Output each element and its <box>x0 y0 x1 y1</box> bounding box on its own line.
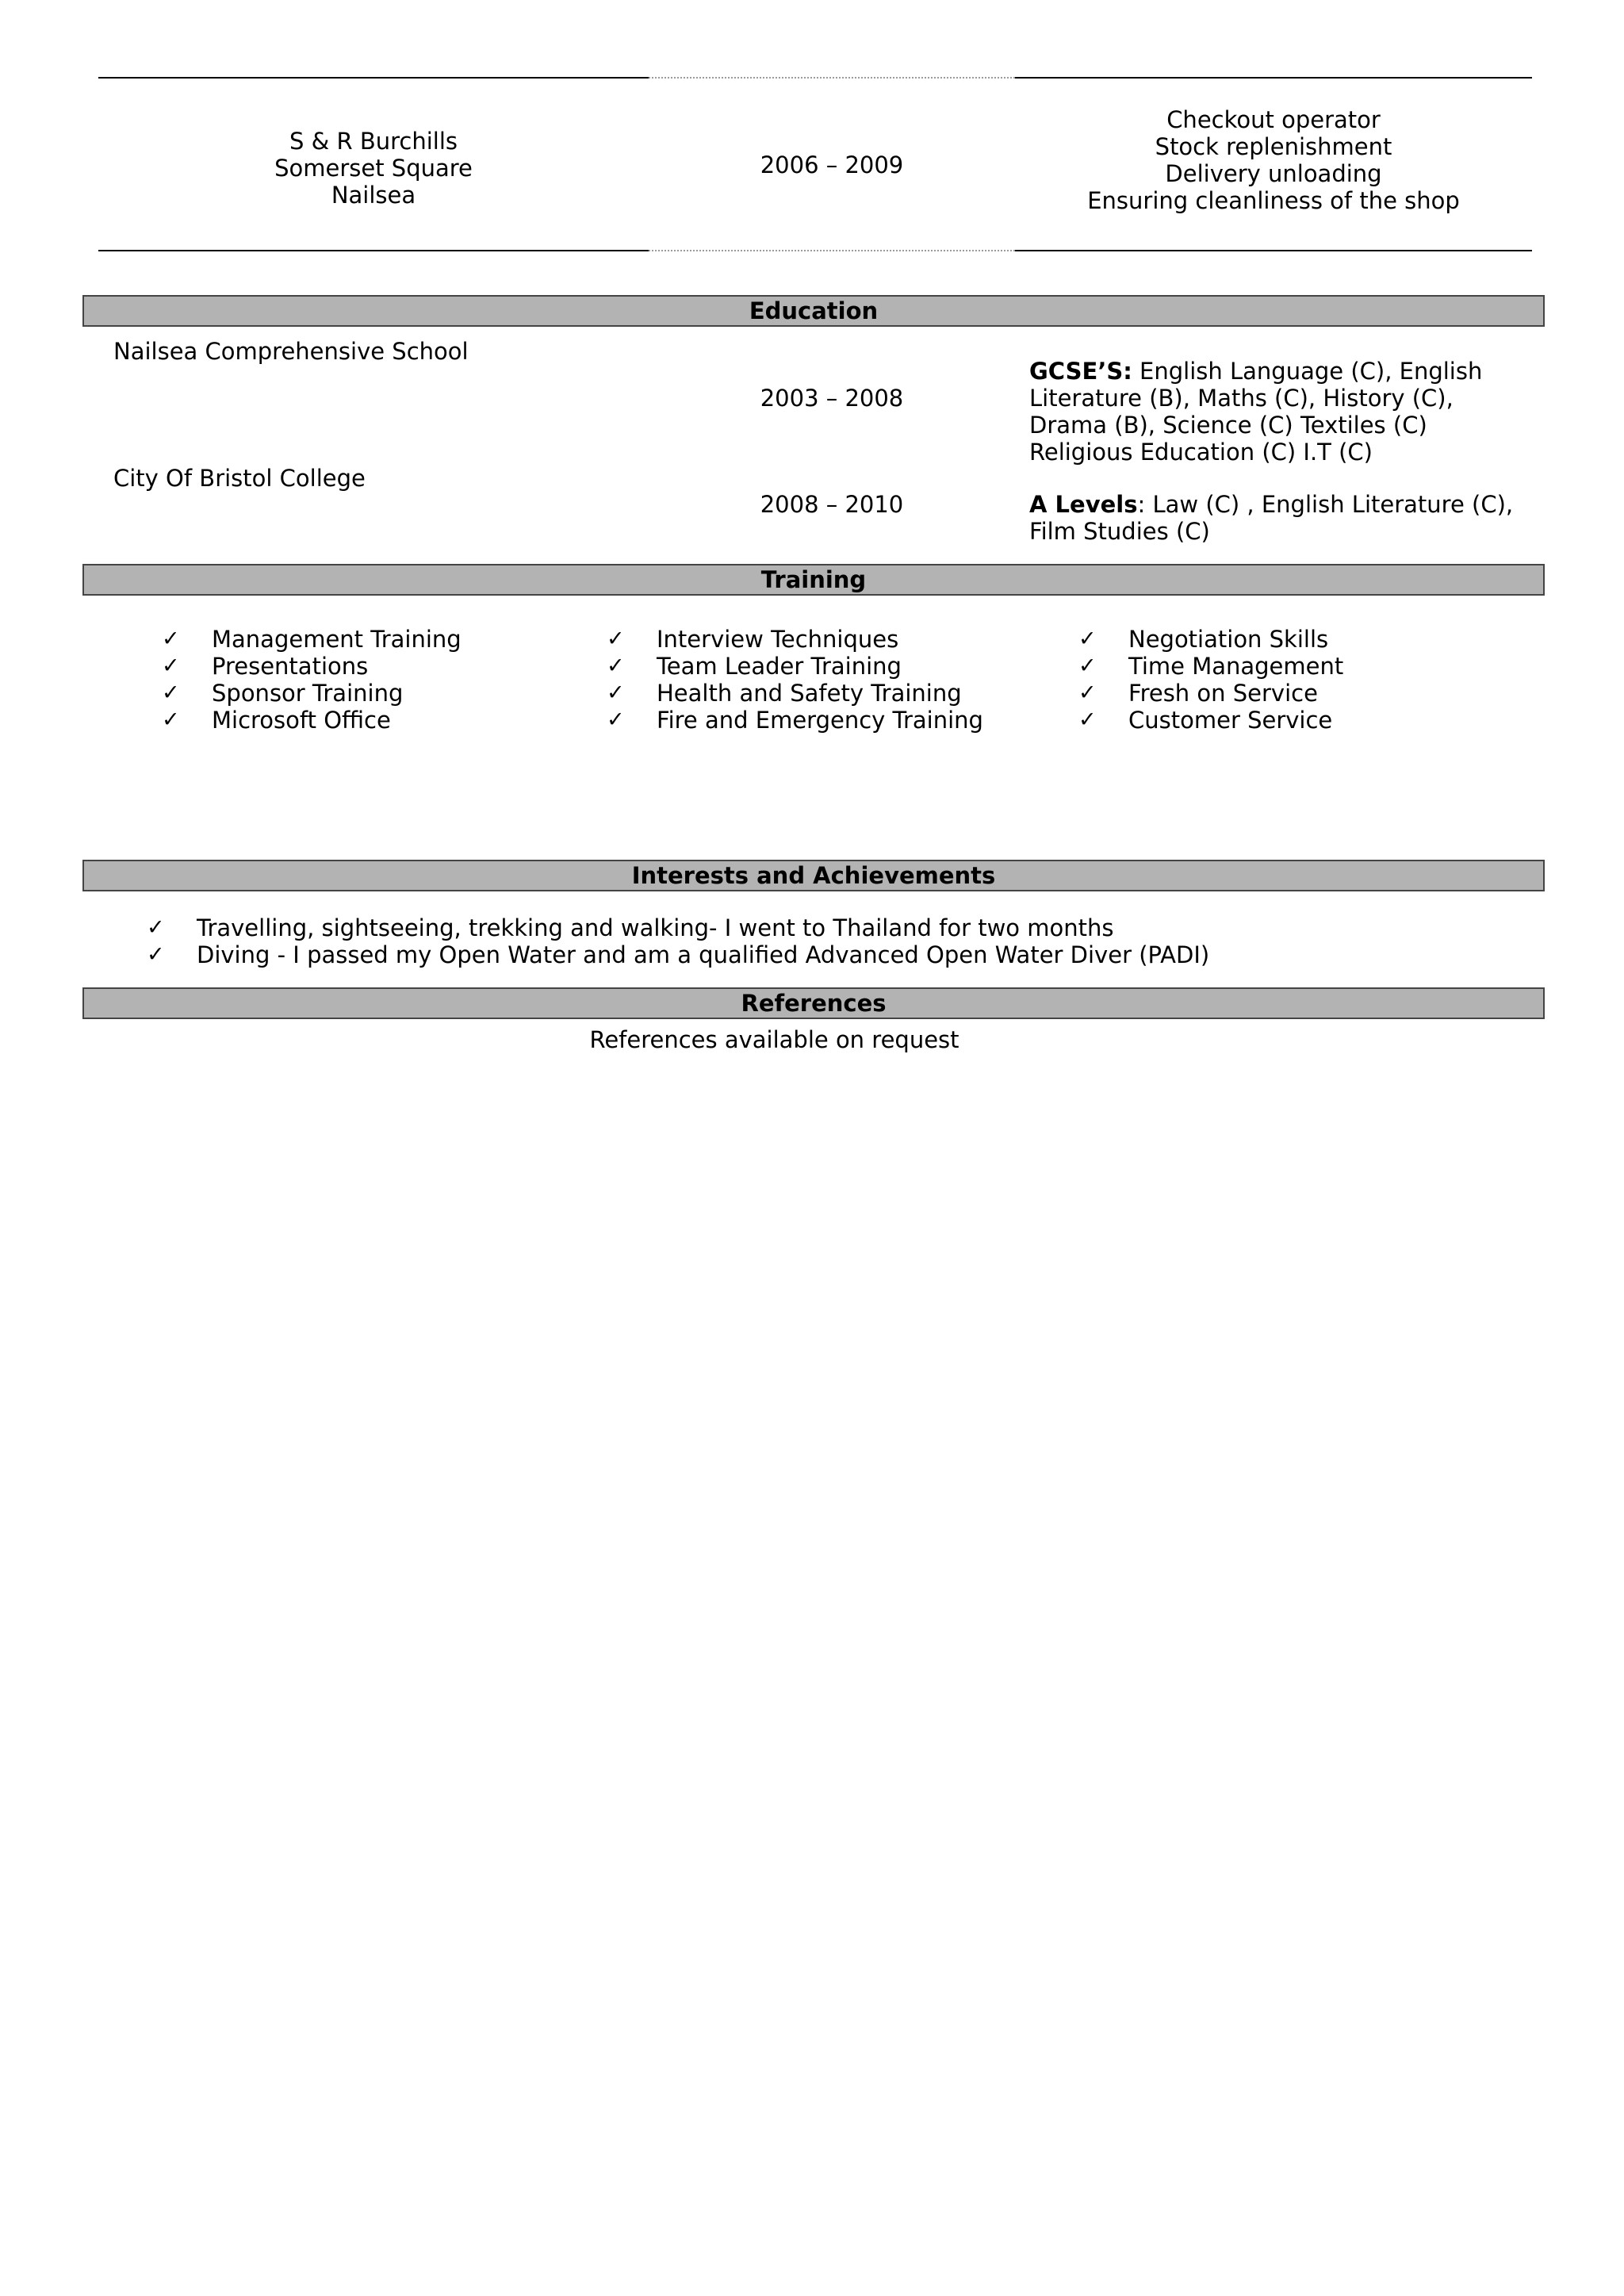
education-dates: 2008 – 2010 <box>760 491 904 518</box>
employment-dates: 2006 – 2009 <box>760 151 904 178</box>
qualification-detail: : Law (C) , English Literature (C), <box>1137 491 1514 518</box>
training-item: Time Management <box>1128 653 1344 680</box>
check-icon: ✓ <box>607 627 625 651</box>
employment-bottom-rule-middle <box>649 250 1015 251</box>
employer-address <box>98 128 649 209</box>
qualification-detail: Religious Education (C) I.T (C) <box>1029 439 1373 466</box>
interests-heading: Interests and Achievements <box>82 860 1545 891</box>
education-qualifications <box>1029 358 1482 466</box>
employment-bottom-rule-left <box>98 250 649 251</box>
qualification-detail: English Language (C), English <box>1132 358 1483 385</box>
check-icon: ✓ <box>1078 627 1097 651</box>
references-heading: References <box>82 987 1545 1019</box>
duty-item: Stock replenishment <box>1155 133 1392 160</box>
training-item: Management Training <box>212 626 462 653</box>
training-item: Health and Safety Training <box>657 680 962 707</box>
check-icon: ✓ <box>607 707 625 732</box>
check-icon: ✓ <box>607 654 625 678</box>
training-item: Microsoft Office <box>212 707 391 734</box>
qualification-detail: Film Studies (C) <box>1029 518 1210 545</box>
training-item: Negotiation Skills <box>1128 626 1329 653</box>
check-icon: ✓ <box>162 680 180 705</box>
check-icon: ✓ <box>162 707 180 732</box>
employer-line: Nailsea <box>331 182 416 209</box>
qualification-label: A Levels <box>1029 491 1138 518</box>
training-item: Fire and Emergency Training <box>657 707 983 734</box>
employer-line: Somerset Square <box>274 155 473 182</box>
duty-item: Checkout operator <box>1166 106 1381 133</box>
qualification-detail: Literature (B), Maths (C), History (C), <box>1029 385 1454 412</box>
employment-top-rule-right <box>1015 77 1532 79</box>
training-heading: Training <box>82 564 1545 596</box>
duty-item: Delivery unloading <box>1165 160 1382 187</box>
check-icon: ✓ <box>162 627 180 651</box>
check-icon: ✓ <box>1078 707 1097 732</box>
check-icon: ✓ <box>607 680 625 705</box>
check-icon: ✓ <box>147 915 165 940</box>
check-icon: ✓ <box>162 654 180 678</box>
interest-item: Travelling, sightseeing, trekking and walking- I went to Thailand for two months <box>197 914 1114 941</box>
interest-item: Diving - I passed my Open Water and am a qualified Advanced Open Water Diver (PADI) <box>197 941 1210 968</box>
qualification-label: GCSE’S: <box>1029 358 1132 385</box>
duty-item: Ensuring cleanliness of the shop <box>1087 187 1460 214</box>
employment-duties <box>1015 106 1532 214</box>
employment-top-rule-left <box>98 77 649 79</box>
education-school: City Of Bristol College <box>113 465 366 492</box>
references-text: References available on request <box>589 1026 959 1053</box>
training-item: Customer Service <box>1128 707 1333 734</box>
training-item: Fresh on Service <box>1128 680 1318 707</box>
employer-line: S & R Burchills <box>289 128 458 155</box>
education-school: Nailsea Comprehensive School <box>113 338 469 365</box>
education-dates: 2003 – 2008 <box>760 385 904 412</box>
check-icon: ✓ <box>1078 654 1097 678</box>
training-item: Sponsor Training <box>212 680 404 707</box>
training-item: Team Leader Training <box>657 653 902 680</box>
employment-top-rule-middle <box>649 77 1015 79</box>
check-icon: ✓ <box>147 942 165 967</box>
check-icon: ✓ <box>1078 680 1097 705</box>
training-item: Presentations <box>212 653 369 680</box>
training-item: Interview Techniques <box>657 626 899 653</box>
employment-bottom-rule-right <box>1015 250 1532 251</box>
qualification-detail: Drama (B), Science (C) Textiles (C) <box>1029 412 1427 439</box>
education-heading: Education <box>82 295 1545 327</box>
education-qualifications <box>1029 491 1513 545</box>
